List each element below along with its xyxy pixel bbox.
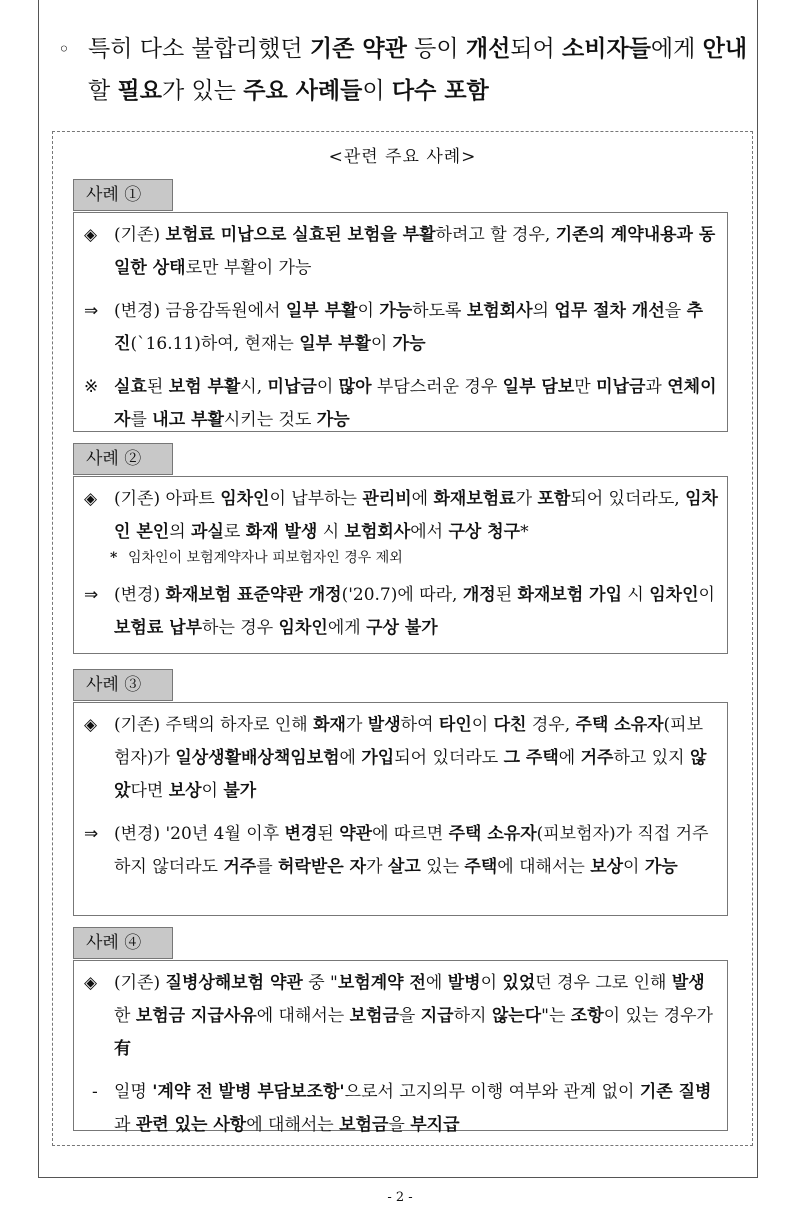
text-run: 미납금 — [267, 377, 317, 397]
reference-mark-icon: ※ — [84, 377, 99, 397]
text-run: 던 경우 그로 인해 — [535, 973, 672, 993]
text-run: 에 대해서는 — [256, 1006, 350, 1026]
text-run: 개정 — [462, 585, 496, 605]
text-run: 업무 절차 개선 — [554, 301, 665, 321]
text-run: 과실 — [191, 522, 224, 542]
text-run: 일부 담보 — [502, 377, 575, 397]
text-run: 가 — [345, 715, 368, 735]
text-run: 보험금 — [349, 1006, 399, 1026]
text-run: 에 — [425, 973, 448, 993]
text-run: (기존) 아파트 — [114, 489, 221, 509]
text-run: 하려고 할 경우, — [435, 225, 556, 245]
text-run: 에 대해서는 — [497, 857, 591, 877]
footnote-text: 임차인이 보험계약자나 피보험자인 경우 제외 — [128, 550, 403, 566]
text-run: 소비자들 — [562, 35, 651, 62]
case-4-label: 사례 ④ — [73, 927, 173, 959]
text-run: 을 — [388, 1115, 411, 1135]
text-run: 시 — [317, 522, 345, 542]
text-run: 포함 — [537, 489, 571, 509]
text-run: 미납금 — [596, 377, 646, 397]
text-run: 필요 — [117, 77, 162, 104]
section-title: <관련 주요 사례> — [328, 147, 477, 167]
text-run: 시키는 것도 — [223, 410, 317, 430]
text-run: 된 — [146, 377, 169, 397]
text-run: 하여 — [400, 715, 439, 735]
arrow-icon: ⇒ — [84, 301, 99, 321]
text-run: 만 — [574, 377, 597, 397]
case-1-item-3-text — [114, 377, 717, 430]
text-run: 않는다 — [491, 1006, 542, 1026]
text-run: 지급 — [420, 1006, 454, 1026]
arrow-icon: ⇒ — [84, 585, 99, 605]
text-run: 발병 — [447, 973, 481, 993]
text-run: 있는 — [420, 857, 465, 877]
text-run: 보상 — [590, 857, 624, 877]
case-3-item-2 — [82, 818, 719, 884]
text-run: (변경) 금융감독원에서 — [114, 301, 286, 321]
text-run: (피보험자)가 직접 거주하지 않더라도 — [114, 824, 709, 877]
text-run: 내고 부활 — [152, 410, 224, 430]
case-3-box — [73, 702, 728, 916]
case-1-item-1 — [82, 219, 719, 285]
text-run: 일부 부활 — [299, 334, 371, 354]
text-run: 에 — [411, 489, 434, 509]
case-1-item-3 — [82, 371, 719, 437]
text-run: 보험료 납부 — [114, 618, 203, 638]
text-run: 구상 청구 — [448, 522, 521, 542]
text-run: (`16.11)하여, 현재는 — [130, 334, 300, 354]
text-run: 주요 사례들 — [243, 77, 363, 104]
text-run: 임차인 본인 — [114, 489, 718, 542]
text-run: 기존의 계약내용과 동일한 상태 — [114, 225, 716, 278]
text-run: 일상생활배상책임보험 — [175, 748, 340, 768]
text-run: 약관 — [339, 824, 373, 844]
text-run: 화재 발생 — [245, 522, 318, 542]
related-cases-box — [52, 131, 753, 1146]
text-run: 의 — [532, 301, 555, 321]
text-run: 한 — [114, 1006, 136, 1026]
text-run: 보험료 미납으로 실효된 보험을 부활 — [165, 225, 436, 245]
text-run: 관리비 — [362, 489, 412, 509]
text-run: 연체이자 — [114, 377, 717, 430]
text-run: 가입 — [361, 748, 395, 768]
text-run: 주택 소유자 — [448, 824, 537, 844]
case-2-box — [73, 476, 728, 654]
text-run: 가 — [366, 857, 388, 877]
case-2-footnote — [82, 547, 719, 569]
text-run: 시 — [622, 585, 650, 605]
text-run: 로만 부활이 가능 — [185, 258, 312, 278]
text-run: 발생 — [367, 715, 401, 735]
text-run: 화재 — [313, 715, 346, 735]
case-2-label: 사례 ② — [73, 443, 173, 475]
text-run: 가능 — [379, 301, 413, 321]
text-run: 를 — [256, 857, 279, 877]
asterisk-icon: * — [110, 550, 118, 566]
case-4-item-2-text — [114, 1082, 711, 1135]
text-run: 있었 — [502, 973, 536, 993]
text-run: 이 — [357, 301, 380, 321]
text-run: 경우, — [526, 715, 576, 735]
diamond-icon: ◈ — [84, 225, 98, 245]
text-run: 보험계약 전 — [337, 973, 426, 993]
text-run: 로 — [223, 522, 246, 542]
text-run: 가능 — [316, 410, 350, 430]
text-run: 많아 — [338, 377, 372, 397]
text-run: 을 — [398, 1006, 421, 1026]
case-1-item-2 — [82, 295, 719, 361]
text-run: 임차인 — [220, 489, 270, 509]
text-run: 주택 소유자 — [575, 715, 664, 735]
text-run: 기존 질병 — [639, 1082, 712, 1102]
text-run: 에 — [558, 748, 581, 768]
text-run: 다친 — [493, 715, 527, 735]
text-run: 에 따르면 — [372, 824, 449, 844]
text-run: 개선 — [465, 35, 511, 62]
text-run: 다면 — [130, 781, 169, 801]
text-run: 이 — [471, 715, 494, 735]
case-4-item-2 — [82, 1076, 719, 1142]
text-run: 기존 약관 — [309, 35, 407, 62]
text-run: 등이 — [406, 36, 466, 62]
text-run: 실효 — [114, 377, 147, 397]
text-run: 임차인 — [278, 618, 328, 638]
text-run: 않았 — [114, 748, 707, 801]
text-run: 타인 — [438, 715, 472, 735]
dash-icon: - — [92, 1082, 98, 1102]
diamond-icon: ◈ — [84, 715, 98, 735]
text-run: 보험금 지급사유 — [135, 1006, 257, 1026]
case-2-item-2 — [82, 579, 719, 645]
text-run: 부지급 — [410, 1115, 460, 1135]
text-run: 변경 — [284, 824, 318, 844]
text-run: 보험회사 — [466, 301, 533, 321]
case-3-label: 사례 ③ — [73, 669, 173, 701]
text-run: 가능 — [644, 857, 678, 877]
text-run: (기존) 주택의 하자로 인해 — [114, 715, 314, 735]
text-run: 이 있는 경우가 — [603, 1006, 713, 1026]
text-run: 부담스러운 경우 — [371, 377, 503, 397]
text-run: 추진 — [114, 301, 704, 354]
text-run: (기존) — [114, 225, 166, 245]
case-4-item-1 — [82, 967, 719, 1066]
text-run: 가 — [515, 489, 538, 509]
text-run: 화재보험 표준약관 개정 — [165, 585, 342, 605]
text-run: 일명 — [114, 1082, 153, 1102]
text-run: 발생 — [671, 973, 705, 993]
text-run: 구상 불가 — [366, 618, 438, 638]
text-run: 된 — [317, 824, 340, 844]
case-1-label: 사례 ① — [73, 179, 173, 211]
text-run: 할 — [88, 78, 118, 104]
text-run: 에서 — [410, 522, 449, 542]
text-run: 주택 — [464, 857, 498, 877]
text-run: 가 있는 — [161, 78, 244, 104]
text-run: '계약 전 발병 부담보조항' — [152, 1082, 345, 1102]
text-run: 有 — [114, 1039, 131, 1059]
text-run: 를 — [130, 410, 153, 430]
text-run: 에 대해서는 — [246, 1115, 340, 1135]
text-run: (피보험자)가 — [114, 715, 704, 768]
case-4-box — [73, 960, 728, 1135]
text-run: 이 — [480, 973, 503, 993]
text-run: 이 — [316, 377, 339, 397]
text-run: 으로서 고지의무 이행 여부와 관계 없이 — [344, 1082, 640, 1102]
text-run: 중 " — [302, 973, 338, 993]
case-3-item-2-text — [114, 824, 709, 877]
text-run: 화재보험 가입 — [517, 585, 622, 605]
text-run: 임차인 — [649, 585, 699, 605]
page-number: - 2 - — [387, 1190, 413, 1205]
case-1-item-1-text — [114, 225, 715, 278]
case-3-item-1-text — [114, 715, 706, 801]
text-run: 과 — [645, 377, 668, 397]
text-run: 거주 — [580, 748, 614, 768]
case-2-item-1-text — [114, 489, 718, 542]
text-run: 이 납부하는 — [269, 489, 363, 509]
text-run: 특히 다소 불합리했던 — [88, 36, 310, 62]
text-run: 되어 있더라도, — [570, 489, 686, 509]
text-run: 되어 — [510, 36, 563, 62]
text-run: 하지 — [453, 1006, 492, 1026]
text-run: 하고 있지 — [613, 748, 690, 768]
intro-paragraph — [58, 28, 758, 112]
text-run: 질병상해보험 약관 — [165, 973, 303, 993]
arrow-icon: ⇒ — [84, 824, 99, 844]
text-run: 하는 경우 — [202, 618, 279, 638]
text-run: 에게 — [650, 36, 703, 62]
text-run: (기존) — [114, 973, 166, 993]
text-run: 하도록 — [412, 301, 467, 321]
case-2-item-2-text — [114, 585, 715, 638]
case-1-item-2-text — [114, 301, 703, 354]
text-run: 보상 — [168, 781, 202, 801]
text-run: 과 — [114, 1115, 136, 1135]
text-run: 불가 — [223, 781, 257, 801]
text-run: 에 — [339, 748, 362, 768]
text-run: 그 주택 — [503, 748, 559, 768]
text-run: 을 — [664, 301, 687, 321]
text-run: ('20.7)에 따라, — [341, 585, 463, 605]
intro-bullet: ◦ — [58, 37, 70, 61]
text-run: 이 — [370, 334, 393, 354]
case-3-item-1 — [82, 709, 719, 808]
diamond-icon: ◈ — [84, 489, 98, 509]
intro-text — [58, 28, 758, 112]
case-1-box — [73, 212, 728, 432]
text-run: 살고 — [387, 857, 421, 877]
text-run: 의 — [169, 522, 192, 542]
text-run: * — [520, 522, 529, 542]
text-run: 보험금 — [339, 1115, 389, 1135]
text-run: "는 — [541, 1006, 571, 1026]
text-run: 이 — [362, 78, 392, 104]
text-run: 화재보험료 — [433, 489, 516, 509]
text-run: 일부 부활 — [285, 301, 358, 321]
diamond-icon: ◈ — [84, 973, 98, 993]
text-run: 된 — [495, 585, 518, 605]
text-run: 에게 — [327, 618, 367, 638]
text-run: (변경) '20년 4월 이후 — [114, 824, 285, 844]
text-run: 가능 — [392, 334, 426, 354]
case-4-item-1-text — [114, 973, 713, 1059]
text-run: 보험회사 — [344, 522, 411, 542]
text-run: (변경) — [114, 585, 166, 605]
text-run: 거주 — [223, 857, 257, 877]
case-2-item-1 — [82, 483, 719, 549]
text-run: 관련 있는 사항 — [135, 1115, 247, 1135]
text-run: 보험 부활 — [168, 377, 241, 397]
text-run: 이 — [623, 857, 645, 877]
text-run: 시, — [240, 377, 268, 397]
text-run: 허락받은 자 — [278, 857, 367, 877]
text-run: 다수 포함 — [391, 77, 489, 104]
text-run: 되어 있더라도 — [394, 748, 504, 768]
text-run: 조항 — [570, 1006, 604, 1026]
text-run: 이 — [201, 781, 224, 801]
text-run: 이 — [698, 585, 715, 605]
text-run: 안내 — [702, 35, 748, 62]
